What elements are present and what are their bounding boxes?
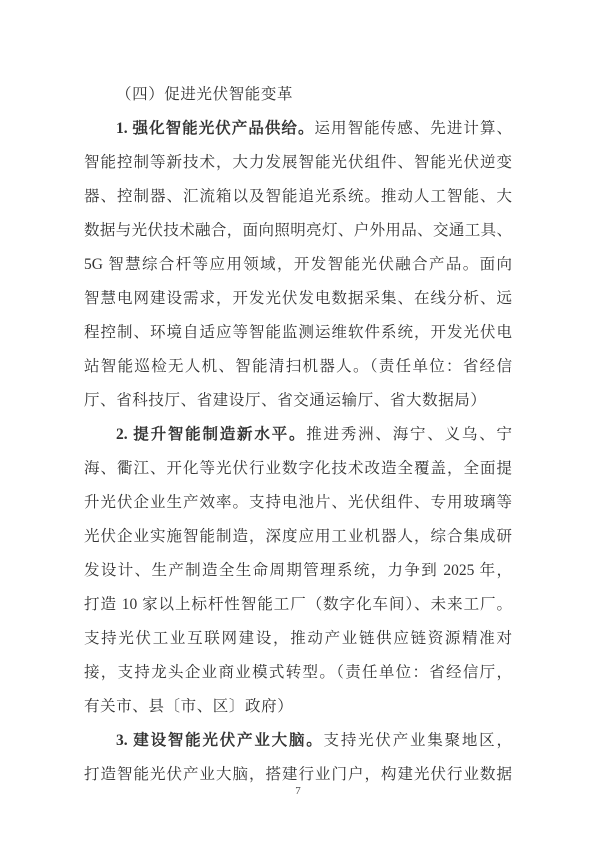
text-line bbox=[84, 316, 512, 350]
text-line bbox=[84, 180, 512, 214]
text-run: 5G 智慧综合杆等应用领域，开发智能光伏融合产品。面向 bbox=[84, 256, 512, 273]
text-run: 器、控制器、汇流箱以及智能追光系统。推动人工智能、大 bbox=[84, 188, 512, 205]
bold-text-run: 2. 提升智能制造新水平。 bbox=[116, 426, 307, 443]
text-line bbox=[84, 214, 512, 248]
text-line bbox=[84, 452, 512, 486]
document-body bbox=[84, 78, 512, 792]
text-run: 数据与光伏技术融合，面向照明亮灯、户外用品、交通工具、 bbox=[84, 222, 512, 239]
text-run: 智慧电网建设需求，开发光伏发电数据采集、在线分析、远 bbox=[84, 290, 512, 307]
text-line bbox=[84, 350, 512, 384]
text-line bbox=[84, 282, 512, 316]
text-run: 升光伏企业生产效率。支持电池片、光伏组件、专用玻璃等 bbox=[84, 494, 512, 511]
text-line bbox=[84, 78, 512, 112]
text-run: 推进秀洲、海宁、义乌、宁 bbox=[306, 426, 512, 443]
text-run: 海、衢江、开化等光伏行业数字化技术改造全覆盖，全面提 bbox=[84, 460, 512, 477]
text-run: 运用智能传感、先进计算、 bbox=[314, 120, 512, 137]
text-line bbox=[84, 384, 512, 418]
text-line bbox=[84, 520, 512, 554]
text-run: 程控制、环境自适应等智能监测运维软件系统，开发光伏电 bbox=[84, 324, 512, 341]
text-line bbox=[84, 724, 512, 758]
text-run: 支持光伏工业互联网建设，推动产业链供应链资源精准对 bbox=[84, 630, 512, 647]
text-run: 光伏企业实施智能制造，深度应用工业机器人，综合集成研 bbox=[84, 528, 512, 545]
page-number: 7 bbox=[295, 785, 301, 797]
text-run: 发设计、生产制造全生命周期管理系统，力争到 2025 年， bbox=[84, 562, 512, 579]
text-line bbox=[84, 146, 512, 180]
text-line bbox=[84, 248, 512, 282]
text-line bbox=[84, 554, 512, 588]
text-line bbox=[84, 656, 512, 690]
text-run: 有关市、县〔市、区〕政府） bbox=[84, 698, 294, 715]
text-line bbox=[84, 588, 512, 622]
text-run: 厅、省科技厅、省建设厅、省交通运输厅、省大数据局） bbox=[84, 392, 487, 409]
bold-text-run: 1. 强化智能光伏产品供给。 bbox=[116, 120, 315, 137]
text-line bbox=[84, 622, 512, 656]
text-run: 打造 10 家以上标杆性智能工厂（数字化车间）、未来工厂。 bbox=[84, 596, 512, 613]
text-line bbox=[84, 418, 512, 452]
text-run: 智能控制等新技术，大力发展智能光伏组件、智能光伏逆变 bbox=[84, 154, 512, 171]
text-line bbox=[84, 690, 512, 724]
text-run: 打造智能光伏产业大脑，搭建行业门户，构建光伏行业数据 bbox=[84, 766, 512, 783]
text-run: 接，支持龙头企业商业模式转型。（责任单位：省经信厅， bbox=[84, 664, 512, 681]
text-run: 站智能巡检无人机、智能清扫机器人。（责任单位：省经信 bbox=[84, 358, 512, 375]
text-run: 支持光伏产业集聚地区， bbox=[323, 732, 512, 749]
bold-text-run: 3. 建设智能光伏产业大脑。 bbox=[116, 732, 324, 749]
text-line bbox=[84, 486, 512, 520]
text-run: （四）促进光伏智能变革 bbox=[116, 86, 294, 103]
text-line bbox=[84, 112, 512, 146]
